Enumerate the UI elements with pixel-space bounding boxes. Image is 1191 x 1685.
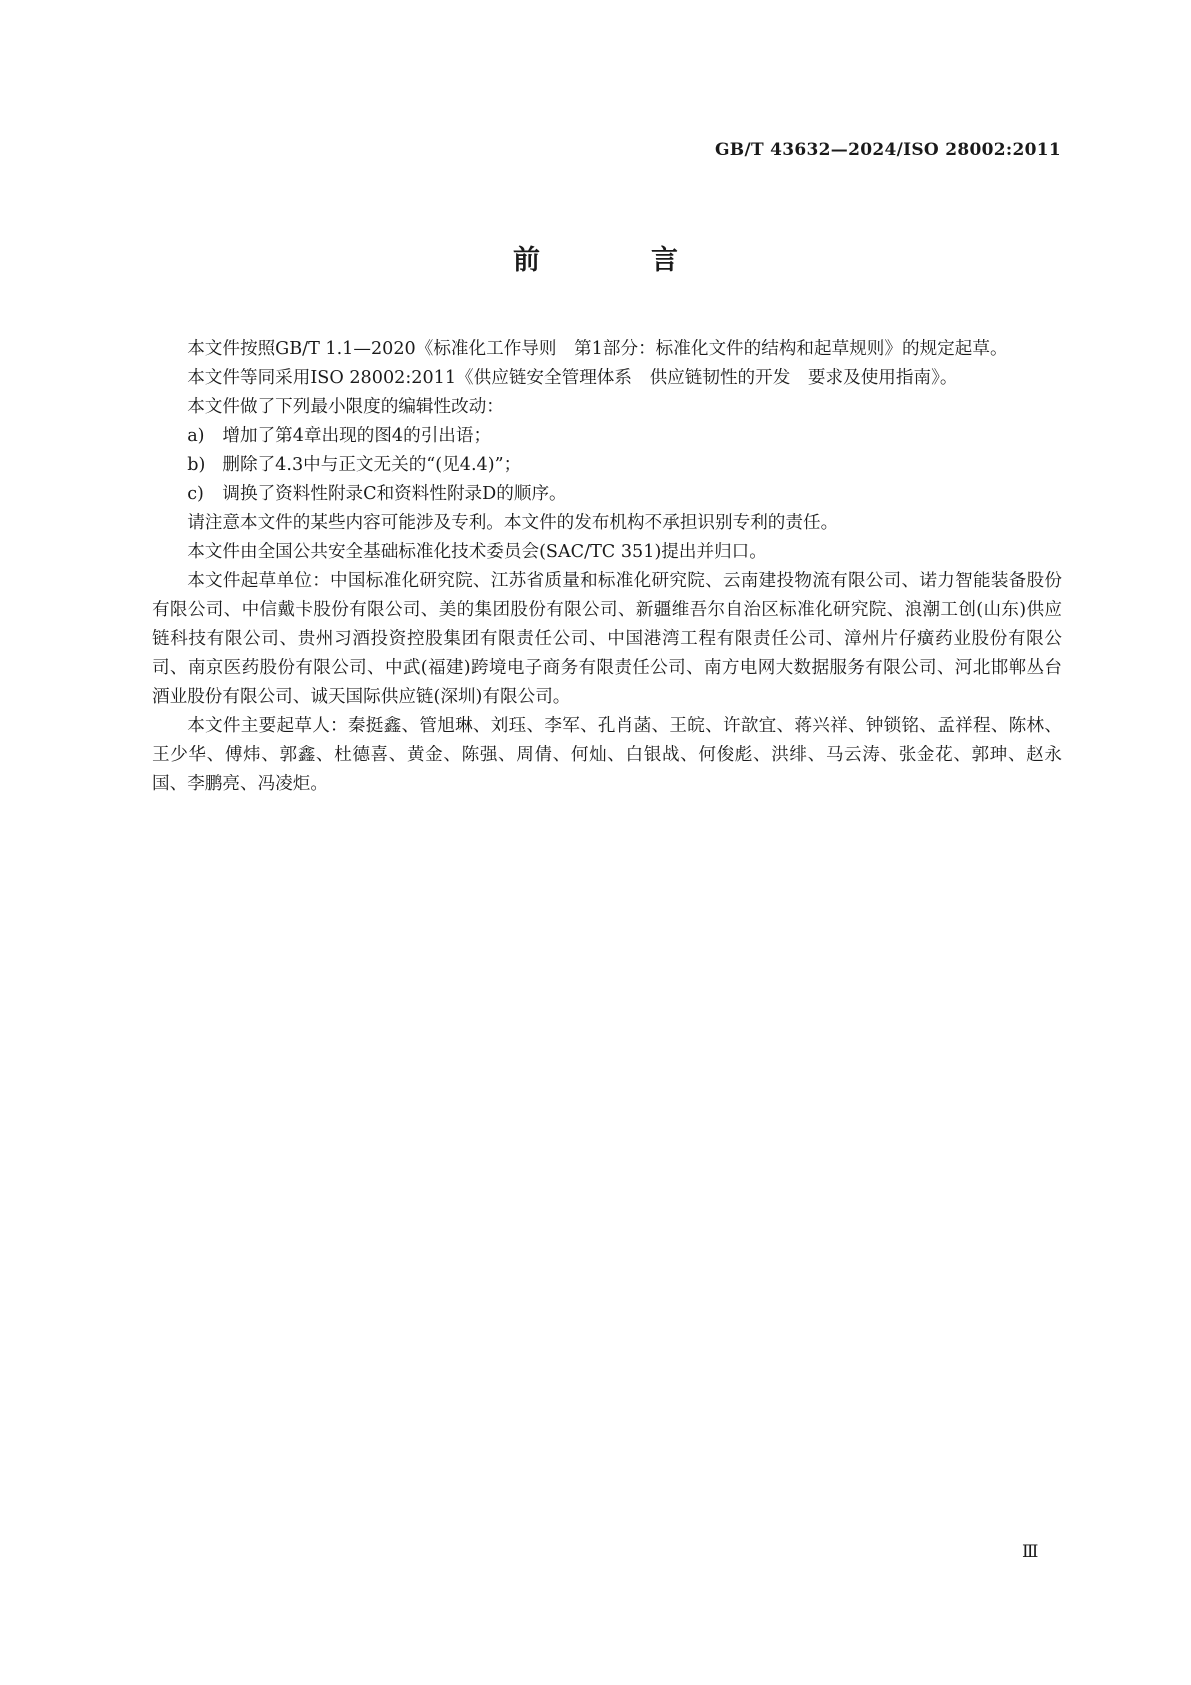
list-item bbox=[152, 422, 1062, 451]
list-item-text: 删除了4.3中与正文无关的“(见4.4)”； bbox=[222, 455, 522, 475]
paragraph-patent-notice: 请注意本文件的某些内容可能涉及专利。本文件的发布机构不承担识别专利的责任。 bbox=[187, 513, 839, 533]
list-item-text: 调换了资料性附录C和资料性附录D的顺序。 bbox=[222, 484, 567, 504]
foreword-body bbox=[152, 335, 1062, 799]
page-title: 前 言 bbox=[513, 245, 720, 276]
list-item-text: 增加了第4章出现的图4的引出语； bbox=[222, 426, 492, 446]
list-item bbox=[152, 451, 1062, 480]
paragraph-edits-intro: 本文件做了下列最小限度的编辑性改动： bbox=[187, 397, 504, 417]
list-item-mark: c) bbox=[187, 484, 204, 504]
list-item-mark: b) bbox=[187, 455, 206, 475]
standard-code: GB/T 43632—2024/ISO 28002:2011 bbox=[714, 140, 1061, 160]
paragraph-adoption: 本文件等同采用ISO 28002:2011《供应链安全管理体系 供应链韧性的开发 要求及使用指南》。 bbox=[187, 368, 958, 388]
list-item bbox=[152, 480, 1062, 509]
paragraph-drafters: 本文件主要起草人：秦挺鑫、管旭琳、刘珏、李军、孔肖菡、王皖、许歆宜、蒋兴祥、钟锁铭、孟祥程、陈林、王少华、傅炜、郭鑫、杜德喜、黄金、陈强、周倩、何灿、白银战、何俊彪、洪绯、马云涛、张金花、郭珅、赵永国、李鹏亮、冯凌炬。 bbox=[152, 716, 1062, 794]
paragraph-proposer: 本文件由全国公共安全基础标准化技术委员会(SAC/TC 351)提出并归口。 bbox=[187, 542, 767, 562]
paragraph-drafting-units: 本文件起草单位：中国标准化研究院、江苏省质量和标准化研究院、云南建投物流有限公司、诺力智能装备股份有限公司、中信戴卡股份有限公司、美的集团股份有限公司、新疆维吾尔自治区标准化研究院、浪潮工创(山东)供应链科技有限公司、贵州习酒投资控股集团有限责任公司、中国港湾工程有限责任公司、漳州片仔癀药业股份有限公司、南京医药股份有限公司、中武(福建)跨境电子商务有限责任公司、南方电网大数据服务有限公司、河北邯郸丛台酒业股份有限公司、诚天国际供应链(深圳)有限公司。 bbox=[152, 571, 1062, 707]
list-item-mark: a) bbox=[187, 426, 205, 446]
paragraph-drafting-rules: 本文件按照GB/T 1.1—2020《标准化工作导则 第1部分：标准化文件的结构和起草规则》的规定起草。 bbox=[187, 339, 1008, 359]
page-number: Ⅲ bbox=[1022, 1542, 1039, 1562]
